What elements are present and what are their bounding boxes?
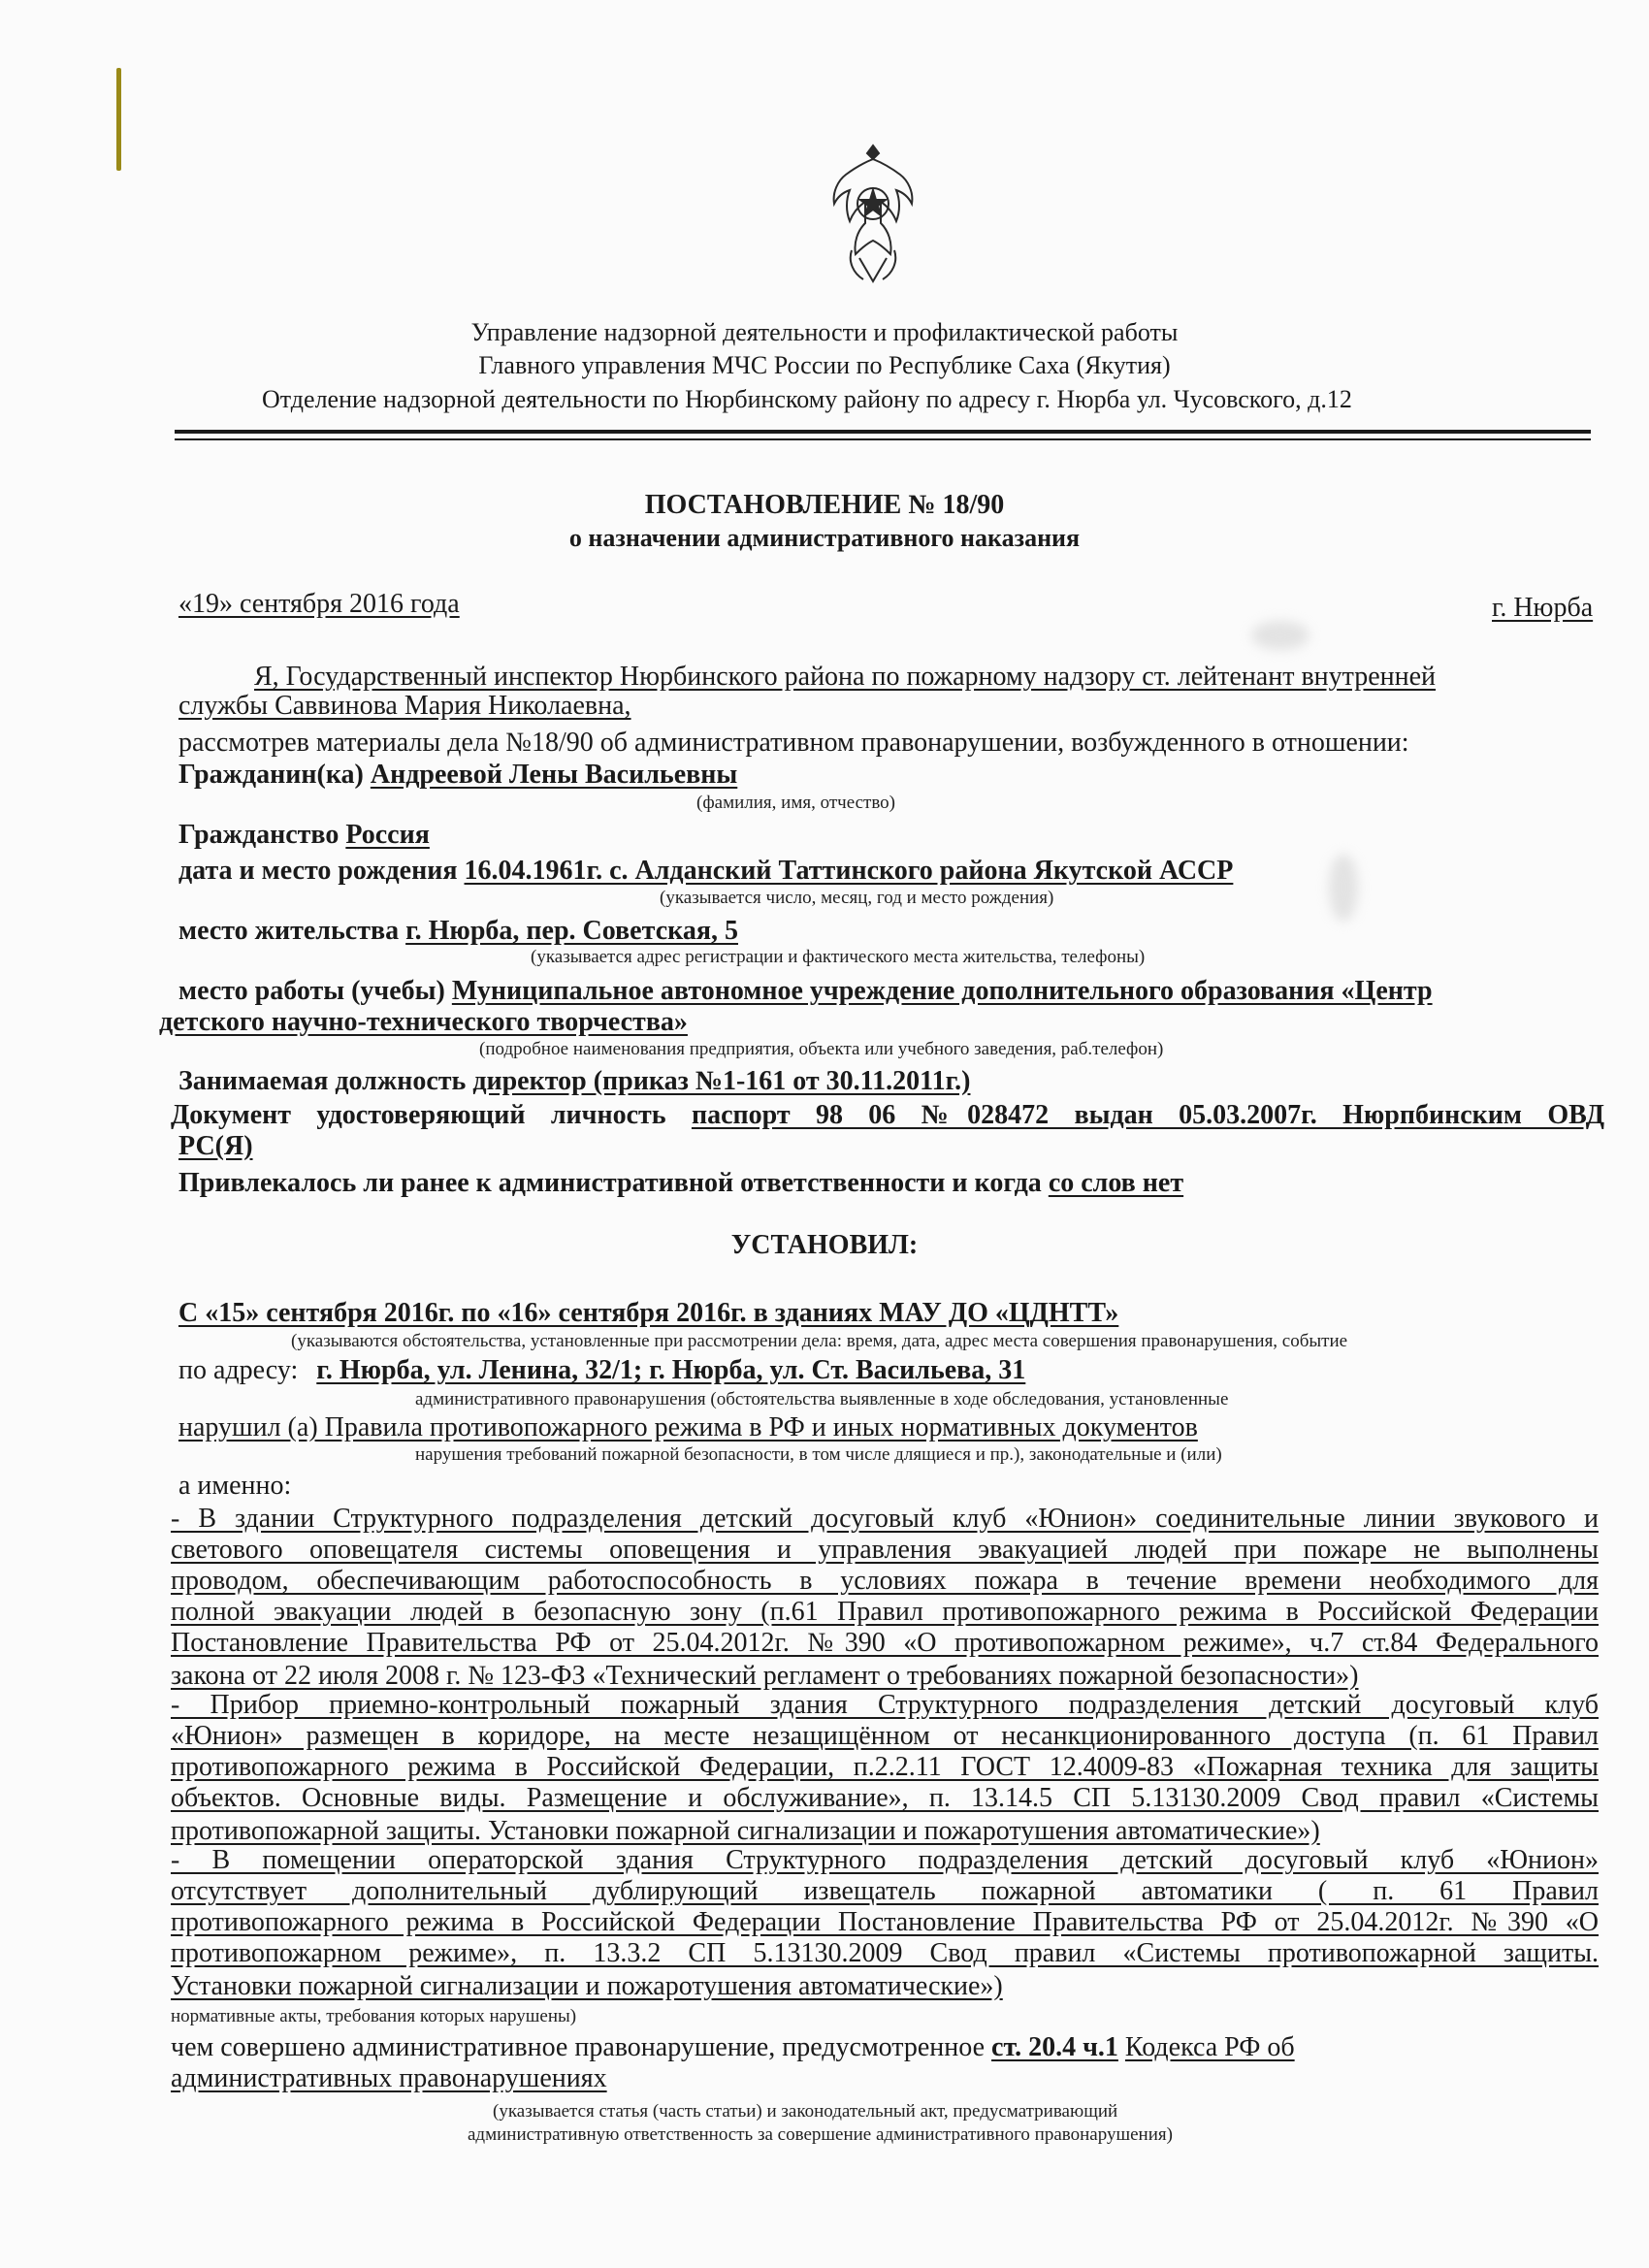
established-heading: УСТАНОВИЛ: [730,1230,919,1260]
violation-3-line: противопожарного режима в Российской Федерации Постановление Правительства РФ от 25.04.2012г. №390 «О [171,1907,1599,1937]
position-value: директор (приказ №1-161 от 30.11.2011г.) [472,1066,971,1096]
violation-2-line: - Прибор приемно-контрольный пожарный здания Структурного подразделения детский досуговый клуб [171,1690,1599,1720]
citizen-row [178,760,737,791]
address-hint: административного правонарушения (обстоятельства выявленные в ходе обследования, установленные [415,1389,1229,1409]
violation-3-line: Установки пожарной сигнализации и пожаротушения автоматические») [171,1971,1003,2001]
address-value: г. Нюрба, ул. Ленина, 32/1; г. Нюрба, ул. Ст. Васильева, 31 [316,1355,1026,1385]
intro-line-3: рассмотрев материалы дела №18/90 об административном правонарушении, возбужденного в отношении: [178,728,1409,758]
violation-2-line: объектов. Основные виды. Размещение и обслуживание», п. 13.14.5 СП 5.13130.2009 Свод правил «Системы [171,1783,1599,1813]
violation-3-line: отсутствует дополнительный дублирующий извещатель пожарной автоматики ( п. 61 Правил [171,1876,1599,1906]
established-period: С «15» сентября 2016г. по «16» сентября 2016г. в зданиях МАУ ДО «ЦДНТТ» [178,1298,1119,1328]
document-subtitle: о назначении административного наказания [568,524,1081,552]
residence-row [178,916,738,947]
birth-label: дата и место рождения [178,856,458,886]
offense-code-1: Кодекса РФ об [1124,2032,1295,2062]
work-row [178,976,1433,1007]
violated-hint: нарушения требований пожарной безопасности, в том числе длящиеся и пр.), законодательные и (или) [415,1444,1222,1465]
intro-line-2: службы Саввинова Мария Николаевна, [178,691,631,721]
citizen-hint: (фамилия, имя, отчество) [696,793,896,813]
offense-prefix: чем совершено административное правонарушение, предусмотренное [171,2032,986,2062]
work-hint: (подробное наименования предприятия, объекта или учебного заведения, раб.телефон) [479,1039,1164,1059]
header-line-3: Отделение надзорной деятельности по Нюрбинскому району по адресу г. Нюрба ул. Чусовского, д.12 [262,385,1352,413]
position-label: Занимаемая должность [178,1066,467,1096]
work-value-1: Муниципальное автономное учреждение дополнительного образования «Центр [451,976,1433,1006]
document-id-value-1: паспорт 98 06 №028472 выдан 05.03.2007г. Нюрпбинским ОВД [691,1100,1604,1130]
offense-hint-2: административную ответственность за совершение административного правонарушения) [468,2124,1173,2145]
violation-1-line: проводом, обеспечивающим работоспособность в условиях пожара в течение времени необходимого для [171,1566,1599,1596]
document-city: г. Нюрба [1492,593,1594,623]
emercom-emblem-icon [824,136,922,291]
violation-2-line: противопожарной защиты. Установки пожарной сигнализации и пожаротушения автоматические») [171,1816,1320,1846]
staple-mark [116,68,121,171]
offense-article: ст. 20.4 ч.1 [991,2032,1118,2062]
document-id-label: Документ удостоверяющий личность [171,1100,666,1130]
header-line-1: Управление надзорной деятельности и профилактической работы [470,318,1179,346]
violation-1-line: - В здании Структурного подразделения детский досуговый клуб «Юнион» соединительные линии звукового и [171,1504,1599,1534]
header-line-2: Главного управления МЧС России по Республике Саха (Якутия) [478,351,1171,379]
citizenship-value: Россия [345,820,430,850]
citizen-label: Гражданин(ка) [178,760,364,790]
acts-hint: нормативные акты, требования которых нарушены) [171,2006,577,2026]
intro-line-1: Я, Государственный инспектор Нюрбинского района по пожарному надзору ст. лейтенант внутренней [254,662,1437,692]
residence-label: место жительства [178,916,400,946]
citizen-value: Андреевой Лены Васильевны [370,760,738,790]
prior-value: со слов нет [1048,1168,1184,1198]
established-period-hint: (указываются обстоятельства, установленные при рассмотрении дела: время, дата, адрес места совершения правонарушения, событие [291,1331,1348,1351]
work-value-2: детского научно-технического творчества» [159,1007,688,1037]
prior-row [178,1168,1183,1199]
violation-1-line: закона от 22 июля 2008 г. № 123-ФЗ «Технический регламент о требованиях пожарной безопасности») [171,1661,1359,1691]
document-id-value-2: РС(Я) [178,1131,253,1161]
violation-2-line: противопожарного режима в Российской Федерации, п.2.2.11 ГОСТ 12.4009-83 «Пожарная техника для защиты [171,1752,1599,1782]
offense-row [171,2032,1295,2063]
violation-1-line: светового оповещателя системы оповещения и управления эвакуацией людей при пожаре не выполнены [171,1535,1599,1565]
namely-label: а именно: [178,1471,292,1501]
residence-hint: (указывается адрес регистрации и фактического места жительства, телефоны) [531,947,1146,967]
violation-3-line: противопожарном режиме», п. 13.3.2 СП 5.13130.2009 Свод правил «Системы противопожарной защиты. [171,1938,1599,1968]
document-id-row [171,1102,1604,1129]
birth-value: 16.04.1961г. с. Алданский Таттинского района Якутской АССР [464,856,1234,886]
violated-text: нарушил (а) Правила противопожарного режима в РФ и иных нормативных документов [178,1412,1198,1442]
document-title: ПОСТАНОВЛЕНИЕ № 18/90 [644,490,1005,520]
address-row [178,1355,1025,1386]
offense-hint-1: (указывается статья (часть статьи) и законодательный акт, предусматривающий [493,2101,1118,2122]
citizenship-label: Гражданство [178,820,340,850]
paper-smudge [1329,854,1358,922]
citizenship-row [178,820,430,851]
violation-1-line: Постановление Правительства РФ от 25.04.2012г. №390 «О противопожарном режиме», ч.7 ст.84 Федерального [171,1628,1599,1658]
birth-hint: (указывается число, месяц, год и место рождения) [660,888,1054,908]
violation-2-line: «Юнион» размещен в коридоре, на месте незащищённом от несанкционированного доступа (п. 61 Правил [171,1721,1599,1751]
violation-1-line: полной эвакуации людей в безопасную зону (п.61 Правил противопожарного режима в Российской Федерации [171,1597,1599,1627]
offense-code-2: административных правонарушениях [171,2063,607,2093]
paper-smudge [1251,621,1310,650]
position-row [178,1066,970,1097]
header-rule-thin [175,438,1591,440]
work-label: место работы (учебы) [178,976,445,1006]
violation-3-line: - В помещении операторской здания Структурного подразделения детский досуговый клуб «Юнион» [171,1845,1599,1875]
residence-value: г. Нюрба, пер. Советская, 5 [405,916,738,946]
header-rule [175,430,1591,434]
document-date: «19» сентября 2016 года [178,589,460,619]
prior-label: Привлекалось ли ранее к административной ответственности и когда [178,1168,1042,1198]
address-label: по адресу: [178,1355,299,1385]
birth-row [178,856,1233,887]
